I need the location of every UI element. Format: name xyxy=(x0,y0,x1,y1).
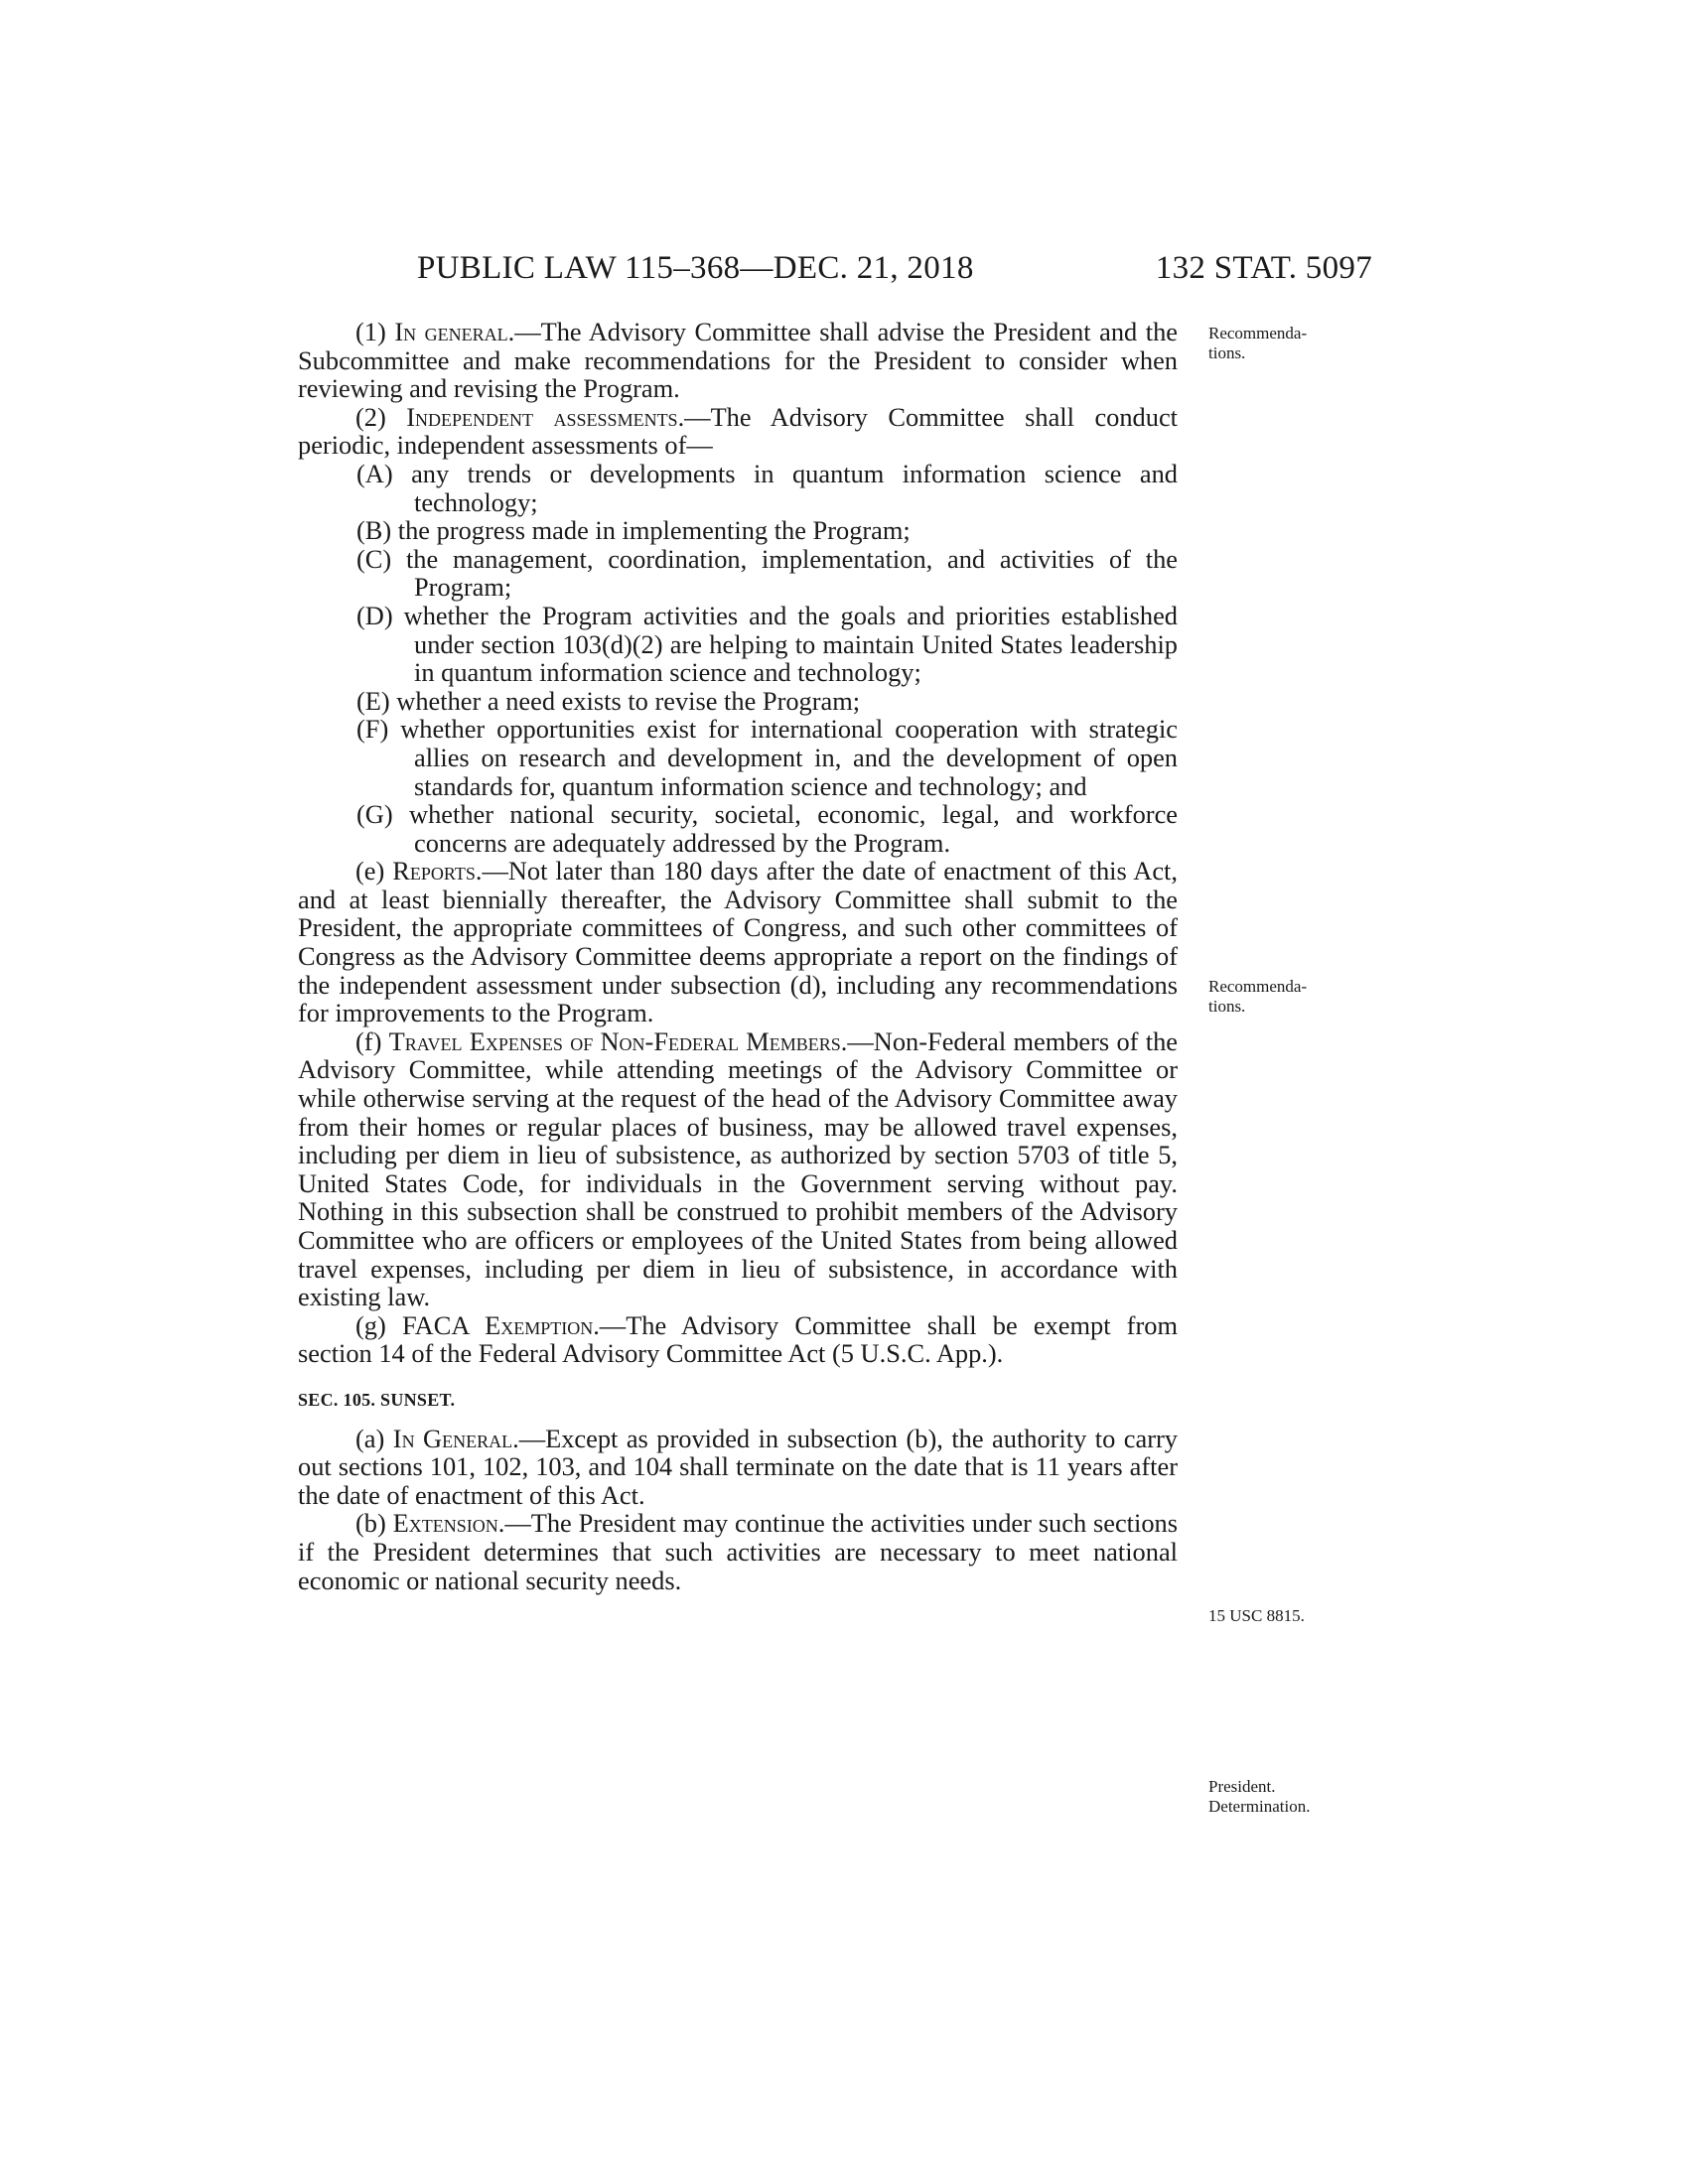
margin-note-recommendations-2: Recommenda- tions. xyxy=(1208,977,1308,1016)
public-law-citation: PUBLIC LAW 115–368—DEC. 21, 2018 xyxy=(417,250,974,286)
margin-note-president-determination: President. Determination. xyxy=(1208,1777,1311,1816)
item-c: (C) the management, coordination, implementation, and activities of the Program; xyxy=(356,543,1178,603)
item-d: (D) whether the Program activities and the goals and priorities established under section 103(d)(2) are helping to maintain United States leadership in quantum information science and technology; xyxy=(356,600,1178,688)
margin-note-usc-citation: 15 USC 8815. xyxy=(1208,1606,1305,1625)
item-g: (G) whether national security, societal, economic, legal, and workforce concerns are adequately addressed by the Program. xyxy=(356,799,1178,858)
statute-page-number: 132 STAT. 5097 xyxy=(1155,250,1372,286)
sunset-extension: (b) Extension.—The President may continue the activities under such sections if the President determines that such activities are necessary to meet national economic or national security needs. xyxy=(298,1508,1178,1595)
item-e: (E) whether a need exists to revise the Program; xyxy=(356,685,861,716)
subsection-reports: (e) Reports.—Not later than 180 days after the date of enactment of this Act, and at least biennially thereafter, the Advisory Committee shall submit to the President, the appropriate committees of Congress, and such other committees of Congress as the Advisory Committee deems appropriate a report on the findings of the independent assessment under subsection (d), including any recommendations for improvements to the Program. xyxy=(298,856,1178,1028)
section-105-heading: SEC. 105. SUNSET. xyxy=(298,1389,456,1410)
page-header xyxy=(417,250,1372,290)
paragraph-independent-assessments: (2) Independent assessments.—The Advisory Committee shall conduct periodic, independent assessments of— xyxy=(298,401,1178,461)
paragraph-in-general: (1) In general.—The Advisory Committee shall advise the President and the Subcommittee and make recommendations for the President to consider when reviewing and revising the Program. xyxy=(298,317,1179,404)
subsection-faca-exemption: (g) FACA Exemption.—The Advisory Committee shall be exempt from section 14 of the Federal Advisory Committee Act (5 U.S.C. App.). xyxy=(298,1309,1178,1369)
margin-note-recommendations-1: Recommenda- tions. xyxy=(1208,324,1308,362)
item-f: (F) whether opportunities exist for international cooperation with strategic allies on research and development in, and the development of open standards for, quantum information science and technology; and xyxy=(356,714,1178,801)
subsection-travel-expenses: (f) Travel Expenses of Non-Federal Members.—Non-Federal members of the Advisory Committee, while attending meetings of the Advisory Committee or while otherwise serving at the request of the head of the Advisory Committee away from their homes or regular places of business, may be allowed travel expenses, including per diem in lieu of subsistence, as authorized by section 5703 of title 5, United States Code, for individuals in the Government serving without pay. Nothing in this subsection shall be construed to prohibit members of the Advisory Committee who are officers or employees of the United States from being allowed travel expenses, including per diem in lieu of subsistence, in accordance with existing law. xyxy=(298,1025,1178,1312)
item-a: (A) any trends or developments in quantum information science and technology; xyxy=(356,458,1178,517)
item-b: (B) the progress made in implementing the Program; xyxy=(356,515,911,546)
body-text xyxy=(298,318,1178,1594)
sunset-in-general: (a) In General.—Except as provided in subsection (b), the authority to carry out sections 101, 102, 103, and 104 shall terminate on the date that is 11 years after the date of enactment of this Act. xyxy=(298,1423,1178,1510)
